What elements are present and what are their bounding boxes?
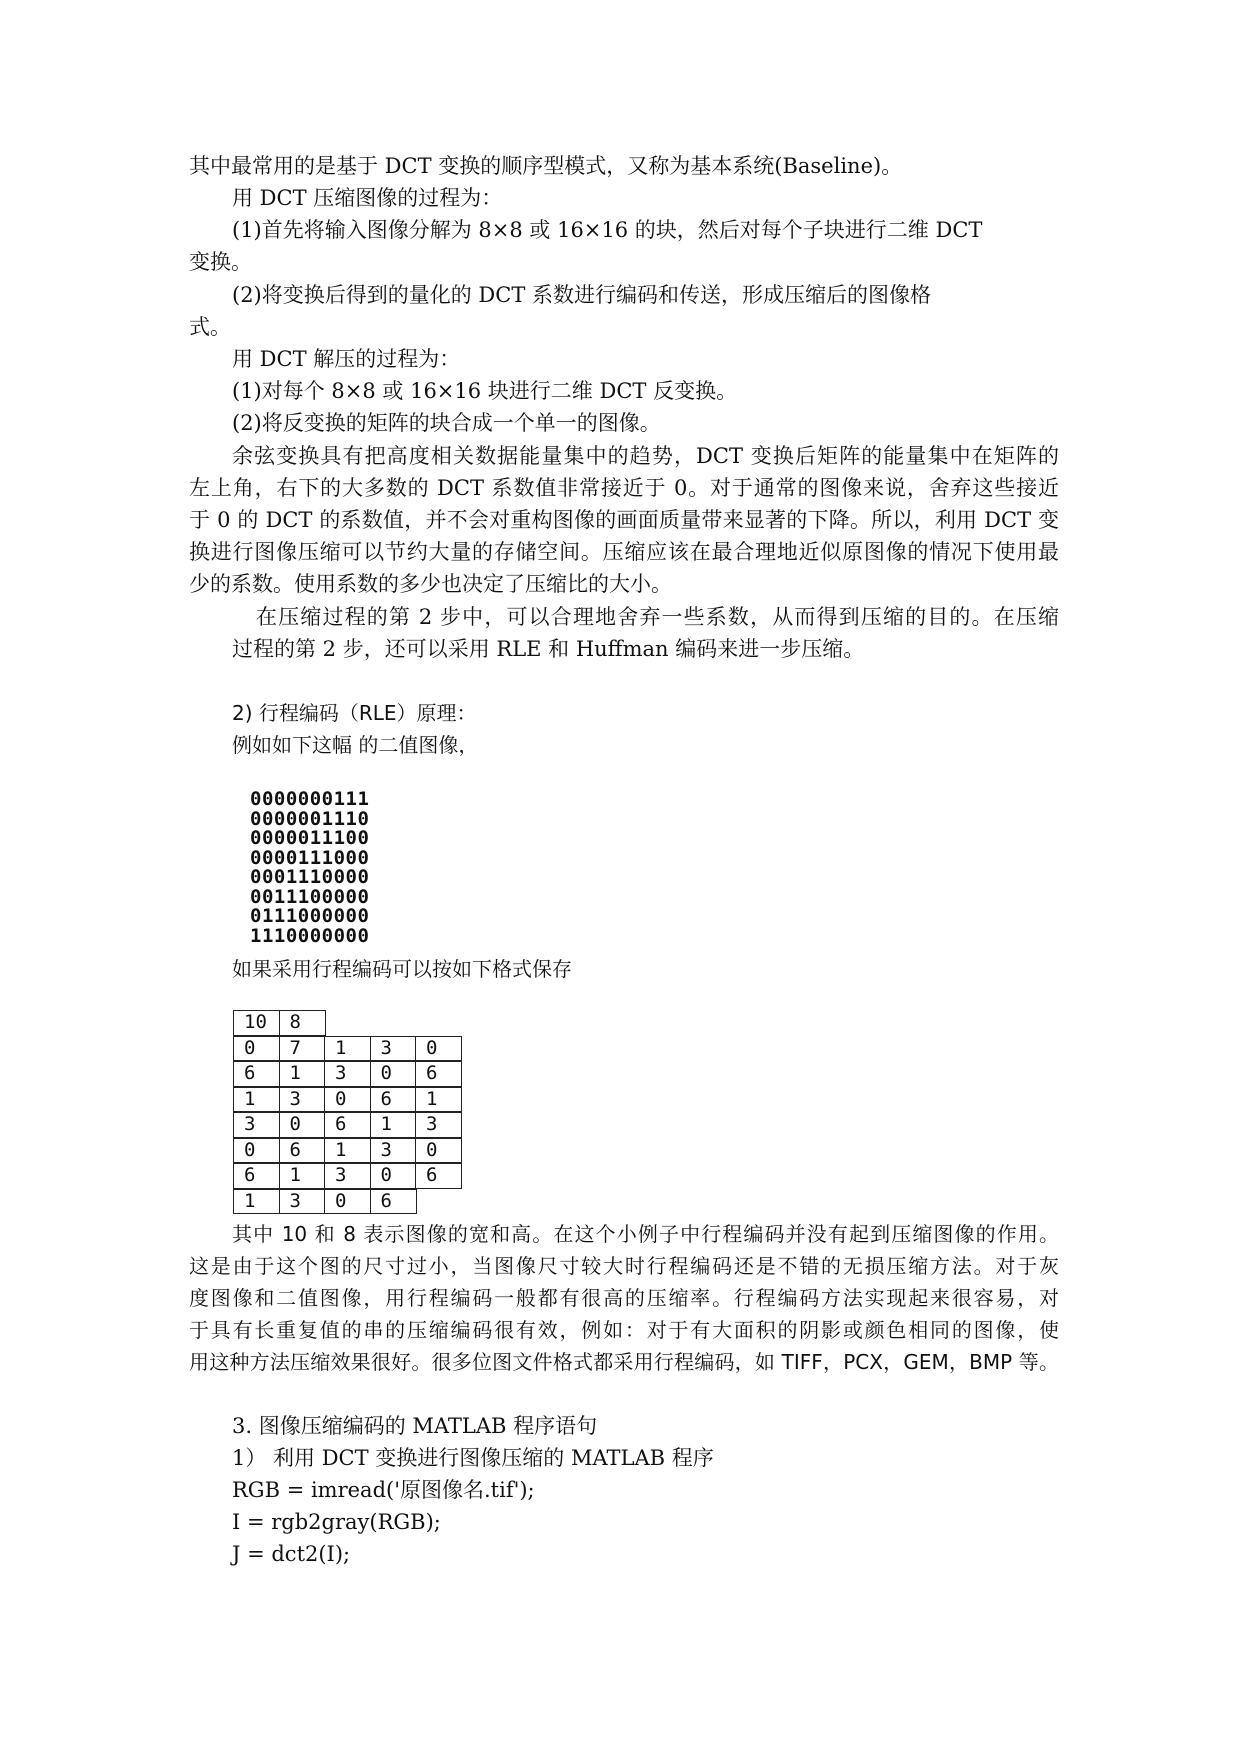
- paragraph-energy-2: 左上角，右下的大多数的 DCT 系数值非常接近于 0。对于通常的图像来说，舍弃这些接近: [189, 476, 1059, 500]
- rle-table-cell: 1: [324, 1138, 371, 1164]
- rle-table-cell: 0: [324, 1189, 371, 1215]
- rle-table: [233, 1010, 461, 1214]
- rle-table-row: [233, 1138, 461, 1164]
- heading-matlab: 3. 图像压缩编码的 MATLAB 程序语句: [232, 1414, 598, 1438]
- heading-rle-principle: 2) 行程编码（RLE）原理：: [232, 701, 477, 725]
- rle-table-row: [233, 1163, 461, 1189]
- rle-table-cell: 6: [415, 1061, 462, 1087]
- paragraph-rle-explain-3: 度图像和二值图像，用行程编码一般都有很高的压缩率。行程编码方法实现起来很容易，对: [189, 1286, 1059, 1310]
- paragraph-step1-cont: 变换。: [189, 250, 252, 274]
- rle-table-cell: 0: [324, 1087, 371, 1113]
- rle-table-cell: 1: [415, 1087, 462, 1113]
- rle-table-cell: 6: [324, 1112, 371, 1138]
- paragraph-baseline: 其中最常用的是基于 DCT 变换的顺序型模式，又称为基本系统(Baseline)。: [189, 154, 903, 178]
- heading-matlab-dct: 1） 利用 DCT 变换进行图像压缩的 MATLAB 程序: [232, 1446, 714, 1470]
- paragraph-rle-example: 例如如下这幅 的二值图像，: [232, 733, 479, 757]
- paragraph-rle-explain-5: 用这种方法压缩效果很好。很多位图文件格式都采用行程编码，如 TIFF，PCX，GEM，BMP 等。: [189, 1350, 1059, 1374]
- paragraph-step2-discard: 在压缩过程的第 2 步中，可以合理地舍弃一些系数，从而得到压缩的目的。在压缩: [256, 605, 1059, 629]
- paragraph-step2-rle: 过程的第 2 步，还可以采用 RLE 和 Huffman 编码来进一步压缩。: [232, 637, 865, 661]
- rle-table-row: [233, 1061, 461, 1087]
- rle-table-cell: 6: [370, 1189, 417, 1215]
- paragraph-decompress-step1: (1)对每个 8×8 或 16×16 块进行二维 DCT 反变换。: [232, 379, 738, 403]
- rle-table-cell: 6: [279, 1138, 326, 1164]
- paragraph-energy-5: 少的系数。使用系数的多少也决定了压缩比的大小。: [189, 572, 672, 596]
- rle-table-row: [233, 1010, 461, 1036]
- code-line-rgb2gray: I = rgb2gray(RGB);: [232, 1510, 441, 1534]
- paragraph-step2-cont: 式。: [189, 315, 231, 339]
- rle-table-cell: 6: [233, 1061, 280, 1087]
- paragraph-energy-3: 于 0 的 DCT 的系数值，并不会对重构图像的画面质量带来显著的下降。所以，利用 DCT 变: [189, 508, 1059, 532]
- paragraph-compress-heading: 用 DCT 压缩图像的过程为：: [232, 186, 503, 210]
- rle-table-cell: 0: [279, 1112, 326, 1138]
- rle-table-cell: 6: [233, 1163, 280, 1189]
- rle-table-row: [233, 1087, 461, 1113]
- paragraph-decompress-step2: (2)将反变换的矩阵的块合成一个单一的图像。: [232, 411, 661, 435]
- binary-image-row: 1110000000: [250, 924, 370, 947]
- rle-table-cell: 8: [279, 1010, 326, 1036]
- binary-image-row: 0000011100: [250, 827, 370, 849]
- binary-image-row: 0000001110: [250, 807, 370, 830]
- rle-table-cell: 1: [233, 1189, 280, 1215]
- paragraph-energy-4: 换进行图像压缩可以节约大量的存储空间。压缩应该在最合理地近似原图像的情况下使用最: [189, 540, 1059, 564]
- rle-table-cell: 3: [279, 1189, 326, 1215]
- rle-table-row: [233, 1112, 461, 1138]
- rle-table-cell: 10: [233, 1010, 280, 1036]
- binary-image-row: 0000000111: [250, 788, 370, 810]
- paragraph-step1: (1)首先将输入图像分解为 8×8 或 16×16 的块，然后对每个子块进行二维 DCT: [232, 218, 983, 242]
- code-line-dct2: J = dct2(I);: [232, 1542, 351, 1566]
- rle-table-cell: 0: [370, 1163, 417, 1189]
- rle-table-cell: 3: [324, 1163, 371, 1189]
- rle-table-cell: 0: [415, 1138, 462, 1164]
- rle-table-row: [233, 1189, 461, 1215]
- paragraph-step2: (2)将变换后得到的量化的 DCT 系数进行编码和传送，形成压缩后的图像格: [232, 283, 932, 307]
- rle-table-cell: 1: [324, 1036, 371, 1062]
- paragraph-rle-explain-1: 其中 10 和 8 表示图像的宽和高。在这个小例子中行程编码并没有起到压缩图像的作用。: [232, 1222, 1059, 1246]
- rle-table-cell: 6: [370, 1087, 417, 1113]
- rle-table-cell: 0: [415, 1036, 462, 1062]
- rle-table-cell: 3: [370, 1036, 417, 1062]
- rle-table-cell: 3: [279, 1087, 326, 1113]
- rle-table-cell: 0: [233, 1138, 280, 1164]
- rle-table-cell: 7: [279, 1036, 326, 1062]
- rle-table-cell: 6: [415, 1163, 462, 1189]
- binary-image-row: 0111000000: [250, 905, 370, 927]
- rle-table-cell: 0: [233, 1036, 280, 1062]
- code-line-imread: RGB = imread('原图像名.tif');: [232, 1478, 535, 1502]
- binary-image-row: 0011100000: [250, 885, 370, 908]
- rle-table-cell: 3: [370, 1138, 417, 1164]
- paragraph-energy-1: 余弦变换具有把高度相关数据能量集中的趋势，DCT 变换后矩阵的能量集中在矩阵的: [232, 444, 1059, 468]
- paragraph-rle-explain-4: 于具有长重复值的串的压缩编码很有效，例如：对于有大面积的阴影或颜色相同的图像，使: [189, 1318, 1059, 1342]
- rle-table-row: [233, 1036, 461, 1062]
- paragraph-rle-save: 如果采用行程编码可以按如下格式保存: [232, 957, 572, 981]
- binary-image-row: 0001110000: [250, 866, 370, 888]
- paragraph-rle-explain-2: 这是由于这个图的尺寸过小，当图像尺寸较大时行程编码还是不错的无损压缩方法。对于灰: [189, 1254, 1059, 1278]
- paragraph-decompress-heading: 用 DCT 解压的过程为：: [232, 347, 461, 371]
- rle-table-cell: 1: [279, 1163, 326, 1189]
- binary-image-row: 0000111000: [250, 846, 370, 869]
- rle-table-cell: 3: [415, 1112, 462, 1138]
- binary-image-figure: [250, 790, 369, 946]
- rle-table-cell: 1: [233, 1087, 280, 1113]
- rle-table-cell: 3: [324, 1061, 371, 1087]
- rle-table-cell: 1: [279, 1061, 326, 1087]
- rle-table-cell: 0: [370, 1061, 417, 1087]
- rle-table-cell: 3: [233, 1112, 280, 1138]
- rle-table-cell: 1: [370, 1112, 417, 1138]
